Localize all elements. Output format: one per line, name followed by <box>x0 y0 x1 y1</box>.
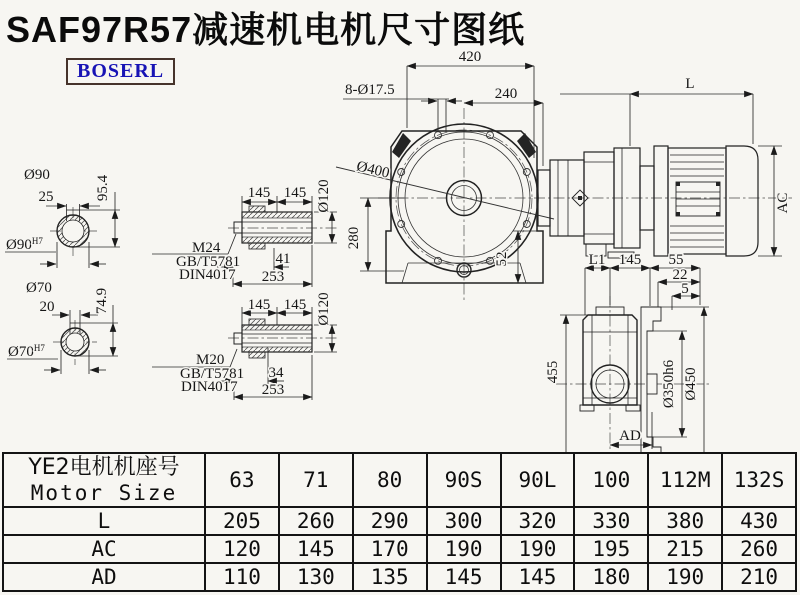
table-cell: 110 <box>205 563 279 591</box>
table-cell: 190 <box>648 563 722 591</box>
row-label: AD <box>3 563 205 591</box>
table-cell: 135 <box>353 563 427 591</box>
table-cell: 180 <box>574 563 648 591</box>
dim-41: 41 <box>275 251 291 267</box>
col-63: 63 <box>205 453 279 507</box>
table-row-AC <box>3 535 796 563</box>
table-cell: 320 <box>501 507 575 535</box>
table-cell: 190 <box>501 535 575 563</box>
dim-34: 34 <box>268 365 284 381</box>
table-cell: 195 <box>574 535 648 563</box>
label-gb-top: GB/T5781 <box>176 254 241 270</box>
page-title: SAF97R57减速机电机尺寸图纸 <box>6 9 526 50</box>
dim-L1: L1 <box>588 252 606 268</box>
table-cell: 205 <box>205 507 279 535</box>
table-cell: 300 <box>427 507 501 535</box>
table-cell: 120 <box>205 535 279 563</box>
dim-350h6: Ø350h6 <box>661 359 677 409</box>
dim-dia120-bot: Ø120 <box>316 292 332 326</box>
dim-145-out: 145 <box>618 252 642 268</box>
table-cell: 210 <box>722 563 796 591</box>
dim-145b-bot: 145 <box>283 297 307 313</box>
dim-dia90: Ø90 <box>24 167 50 183</box>
dim-55: 55 <box>668 252 684 268</box>
dim-5: 5 <box>681 281 689 297</box>
dim-145a-bot: 145 <box>247 297 271 313</box>
dim-bore70: $Ø70^{H7}$ <box>8 343 45 360</box>
row-label: L <box>3 507 205 535</box>
dim-flange-dia: Ø400 <box>354 158 392 182</box>
table-row-AD <box>3 563 796 591</box>
dim-240: 240 <box>494 86 518 102</box>
table-cell: 145 <box>427 563 501 591</box>
dim-25: 25 <box>38 189 54 205</box>
label-din-top: DIN4017 <box>179 267 236 283</box>
dim-22: 22 <box>672 267 688 283</box>
shaft-section-70 <box>61 310 89 356</box>
motor-view <box>538 146 758 258</box>
table-cell: 130 <box>279 563 353 591</box>
dimension-table <box>2 452 797 592</box>
row-label: AC <box>3 535 205 563</box>
col-100: 100 <box>574 453 648 507</box>
motor-fins <box>670 155 724 247</box>
front-view <box>336 124 554 283</box>
dim-L: L <box>685 76 695 92</box>
col-90s: 90S <box>427 453 501 507</box>
table-cell: 330 <box>574 507 648 535</box>
col-90l: 90L <box>501 453 575 507</box>
dim-20: 20 <box>39 299 55 315</box>
label-din-bot: DIN4017 <box>181 379 238 395</box>
dim-145b-top: 145 <box>283 185 307 201</box>
table-cell: 260 <box>279 507 353 535</box>
dim-AC: AC <box>775 192 791 214</box>
header-en: Motor Size <box>30 480 178 505</box>
brand-logo: BOSERL <box>66 58 175 85</box>
dim-74-9: 74.9 <box>94 287 110 315</box>
table-cell: 145 <box>279 535 353 563</box>
hollow-shaft-bottom <box>234 319 312 358</box>
table-row-L <box>3 507 796 535</box>
header-cn: YE2电机机座号 <box>28 454 180 480</box>
dim-bore90: $Ø90^{H7}$ <box>6 236 43 253</box>
table-cell: 170 <box>353 535 427 563</box>
dim-253-top: 253 <box>261 269 285 285</box>
dim-450: Ø450 <box>683 367 699 401</box>
dim-8-holes: 8-Ø17.5 <box>345 82 395 98</box>
table-cell: 430 <box>722 507 796 535</box>
table-cell: 380 <box>648 507 722 535</box>
table-cell: 260 <box>722 535 796 563</box>
col-132s: 132S <box>722 453 796 507</box>
label-m20: M20 <box>196 352 225 368</box>
table-cell: 145 <box>501 563 575 591</box>
table-header-motor-size <box>3 453 205 507</box>
dim-420: 420 <box>458 49 482 65</box>
dim-455: 455 <box>545 360 561 384</box>
table-cell: 215 <box>648 535 722 563</box>
col-80: 80 <box>353 453 427 507</box>
label-m24: M24 <box>192 240 221 256</box>
label-gb-bot: GB/T5781 <box>180 366 245 382</box>
dim-253-bot: 253 <box>261 382 285 398</box>
dim-AD: AD <box>619 428 641 444</box>
col-112m: 112M <box>648 453 722 507</box>
dim-280: 280 <box>346 226 362 250</box>
table-cell: 290 <box>353 507 427 535</box>
dim-dia70: Ø70 <box>26 280 52 296</box>
dim-dia120-top: Ø120 <box>316 179 332 213</box>
table-cell: 190 <box>427 535 501 563</box>
dim-95-4: 95.4 <box>95 174 111 202</box>
hollow-shaft-top <box>234 206 312 249</box>
dim-145a-top: 145 <box>247 185 271 201</box>
dim-52: 52 <box>494 251 510 267</box>
col-71: 71 <box>279 453 353 507</box>
